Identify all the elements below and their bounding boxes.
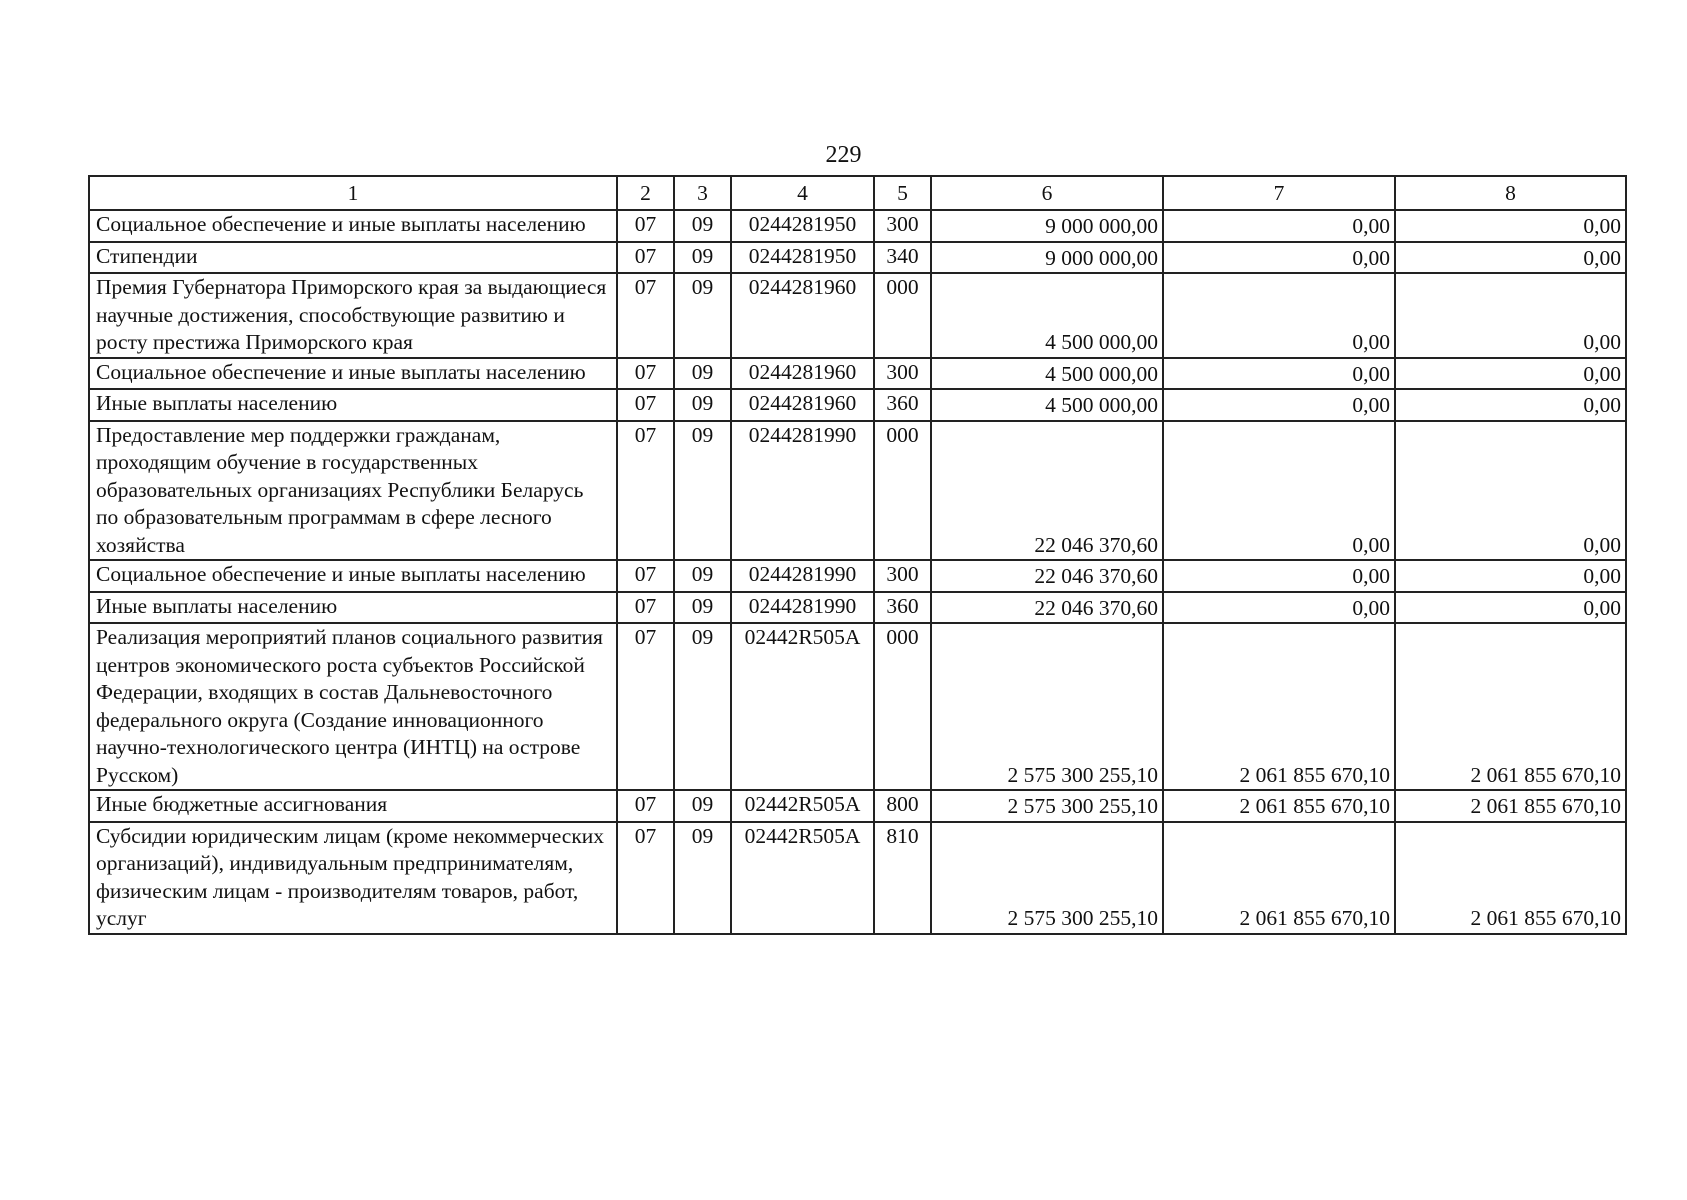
row-name-cell: Социальное обеспечение и иные выплаты населению	[89, 358, 617, 390]
section-code-cell: 07	[617, 421, 674, 561]
row-name-cell: Иные бюджетные ассигнования	[89, 790, 617, 822]
table-row	[89, 273, 1626, 358]
row-name-cell: Социальное обеспечение и иные выплаты населению	[89, 560, 617, 592]
table-row	[89, 623, 1626, 790]
amount-col6-cell: 22 046 370,60	[931, 592, 1163, 624]
subsection-code-cell: 09	[674, 790, 731, 822]
amount-col6-cell: 4 500 000,00	[931, 273, 1163, 358]
row-name-cell: Реализация мероприятий планов социального развития центров экономического роста субъектов Российской Федерации, входящих в состав Дальневосточного федерального округа (Создание инновационного научно-технологического центра (ИНТЦ) на острове Русском)	[89, 623, 617, 790]
subsection-code-cell: 09	[674, 242, 731, 274]
subsection-code-cell: 09	[674, 592, 731, 624]
column-header-3: 3	[674, 176, 731, 210]
table-row	[89, 389, 1626, 421]
subsection-code-cell: 09	[674, 623, 731, 790]
table-row	[89, 790, 1626, 822]
expense-type-code-cell: 810	[874, 822, 931, 934]
section-code-cell: 07	[617, 560, 674, 592]
column-header-6: 6	[931, 176, 1163, 210]
target-article-code-cell: 02442R505A	[731, 790, 874, 822]
row-name-cell: Предоставление мер поддержки гражданам, проходящим обучение в государственных образовательных организациях Республики Беларусь по образовательным программам в сфере лесного хозяйства	[89, 421, 617, 561]
table-row	[89, 242, 1626, 274]
amount-col8-cell: 2 061 855 670,10	[1395, 790, 1626, 822]
section-code-cell: 07	[617, 389, 674, 421]
row-name-cell: Социальное обеспечение и иные выплаты населению	[89, 210, 617, 242]
target-article-code-cell: 0244281990	[731, 560, 874, 592]
subsection-code-cell: 09	[674, 560, 731, 592]
expense-type-code-cell: 300	[874, 210, 931, 242]
header-row	[89, 176, 1626, 210]
expense-type-code-cell: 000	[874, 421, 931, 561]
amount-col7-cell: 0,00	[1163, 560, 1395, 592]
row-name-cell: Премия Губернатора Приморского края за выдающиеся научные достижения, способствующие развитию и росту престижа Приморского края	[89, 273, 617, 358]
target-article-code-cell: 02442R505A	[731, 822, 874, 934]
table-row	[89, 560, 1626, 592]
amount-col7-cell: 2 061 855 670,10	[1163, 790, 1395, 822]
table-row	[89, 210, 1626, 242]
table-row	[89, 592, 1626, 624]
expense-type-code-cell: 000	[874, 623, 931, 790]
subsection-code-cell: 09	[674, 389, 731, 421]
expense-type-code-cell: 800	[874, 790, 931, 822]
amount-col7-cell: 0,00	[1163, 389, 1395, 421]
target-article-code-cell: 0244281990	[731, 421, 874, 561]
target-article-code-cell: 0244281990	[731, 592, 874, 624]
section-code-cell: 07	[617, 242, 674, 274]
amount-col6-cell: 9 000 000,00	[931, 242, 1163, 274]
amount-col8-cell: 0,00	[1395, 358, 1626, 390]
amount-col6-cell: 22 046 370,60	[931, 421, 1163, 561]
budget-table	[88, 175, 1627, 935]
page-number: 229	[825, 142, 862, 168]
column-header-4: 4	[731, 176, 874, 210]
amount-col8-cell: 0,00	[1395, 592, 1626, 624]
subsection-code-cell: 09	[674, 210, 731, 242]
table-row	[89, 421, 1626, 561]
table-row	[89, 358, 1626, 390]
section-code-cell: 07	[617, 592, 674, 624]
amount-col7-cell: 0,00	[1163, 273, 1395, 358]
column-header-5: 5	[874, 176, 931, 210]
column-header-2: 2	[617, 176, 674, 210]
column-header-1: 1	[89, 176, 617, 210]
amount-col6-cell: 2 575 300 255,10	[931, 790, 1163, 822]
amount-col8-cell: 0,00	[1395, 242, 1626, 274]
amount-col7-cell: 2 061 855 670,10	[1163, 623, 1395, 790]
section-code-cell: 07	[617, 358, 674, 390]
amount-col7-cell: 0,00	[1163, 358, 1395, 390]
row-name-cell: Иные выплаты населению	[89, 592, 617, 624]
section-code-cell: 07	[617, 210, 674, 242]
amount-col7-cell: 0,00	[1163, 210, 1395, 242]
expense-type-code-cell: 000	[874, 273, 931, 358]
subsection-code-cell: 09	[674, 273, 731, 358]
amount-col7-cell: 0,00	[1163, 421, 1395, 561]
row-name-cell: Стипендии	[89, 242, 617, 274]
section-code-cell: 07	[617, 273, 674, 358]
row-name-cell: Субсидии юридическим лицам (кроме некоммерческих организаций), индивидуальным предпринимателям, физическим лицам - производителям товаров, работ, услуг	[89, 822, 617, 934]
amount-col8-cell: 0,00	[1395, 210, 1626, 242]
amount-col8-cell: 0,00	[1395, 273, 1626, 358]
amount-col6-cell: 2 575 300 255,10	[931, 822, 1163, 934]
amount-col8-cell: 0,00	[1395, 560, 1626, 592]
subsection-code-cell: 09	[674, 421, 731, 561]
target-article-code-cell: 0244281960	[731, 389, 874, 421]
amount-col7-cell: 2 061 855 670,10	[1163, 822, 1395, 934]
amount-col8-cell: 0,00	[1395, 389, 1626, 421]
expense-type-code-cell: 300	[874, 358, 931, 390]
column-header-8: 8	[1395, 176, 1626, 210]
target-article-code-cell: 02442R505A	[731, 623, 874, 790]
expense-type-code-cell: 360	[874, 592, 931, 624]
expense-type-code-cell: 340	[874, 242, 931, 274]
section-code-cell: 07	[617, 790, 674, 822]
subsection-code-cell: 09	[674, 358, 731, 390]
subsection-code-cell: 09	[674, 822, 731, 934]
amount-col6-cell: 22 046 370,60	[931, 560, 1163, 592]
amount-col8-cell: 2 061 855 670,10	[1395, 822, 1626, 934]
amount-col6-cell: 2 575 300 255,10	[931, 623, 1163, 790]
amount-col6-cell: 4 500 000,00	[931, 358, 1163, 390]
target-article-code-cell: 0244281960	[731, 273, 874, 358]
section-code-cell: 07	[617, 822, 674, 934]
target-article-code-cell: 0244281950	[731, 242, 874, 274]
expense-type-code-cell: 360	[874, 389, 931, 421]
amount-col7-cell: 0,00	[1163, 592, 1395, 624]
section-code-cell: 07	[617, 623, 674, 790]
amount-col6-cell: 9 000 000,00	[931, 210, 1163, 242]
amount-col8-cell: 0,00	[1395, 421, 1626, 561]
table-row	[89, 822, 1626, 934]
amount-col7-cell: 0,00	[1163, 242, 1395, 274]
amount-col6-cell: 4 500 000,00	[931, 389, 1163, 421]
row-name-cell: Иные выплаты населению	[89, 389, 617, 421]
column-header-7: 7	[1163, 176, 1395, 210]
expense-type-code-cell: 300	[874, 560, 931, 592]
amount-col8-cell: 2 061 855 670,10	[1395, 623, 1626, 790]
target-article-code-cell: 0244281960	[731, 358, 874, 390]
target-article-code-cell: 0244281950	[731, 210, 874, 242]
